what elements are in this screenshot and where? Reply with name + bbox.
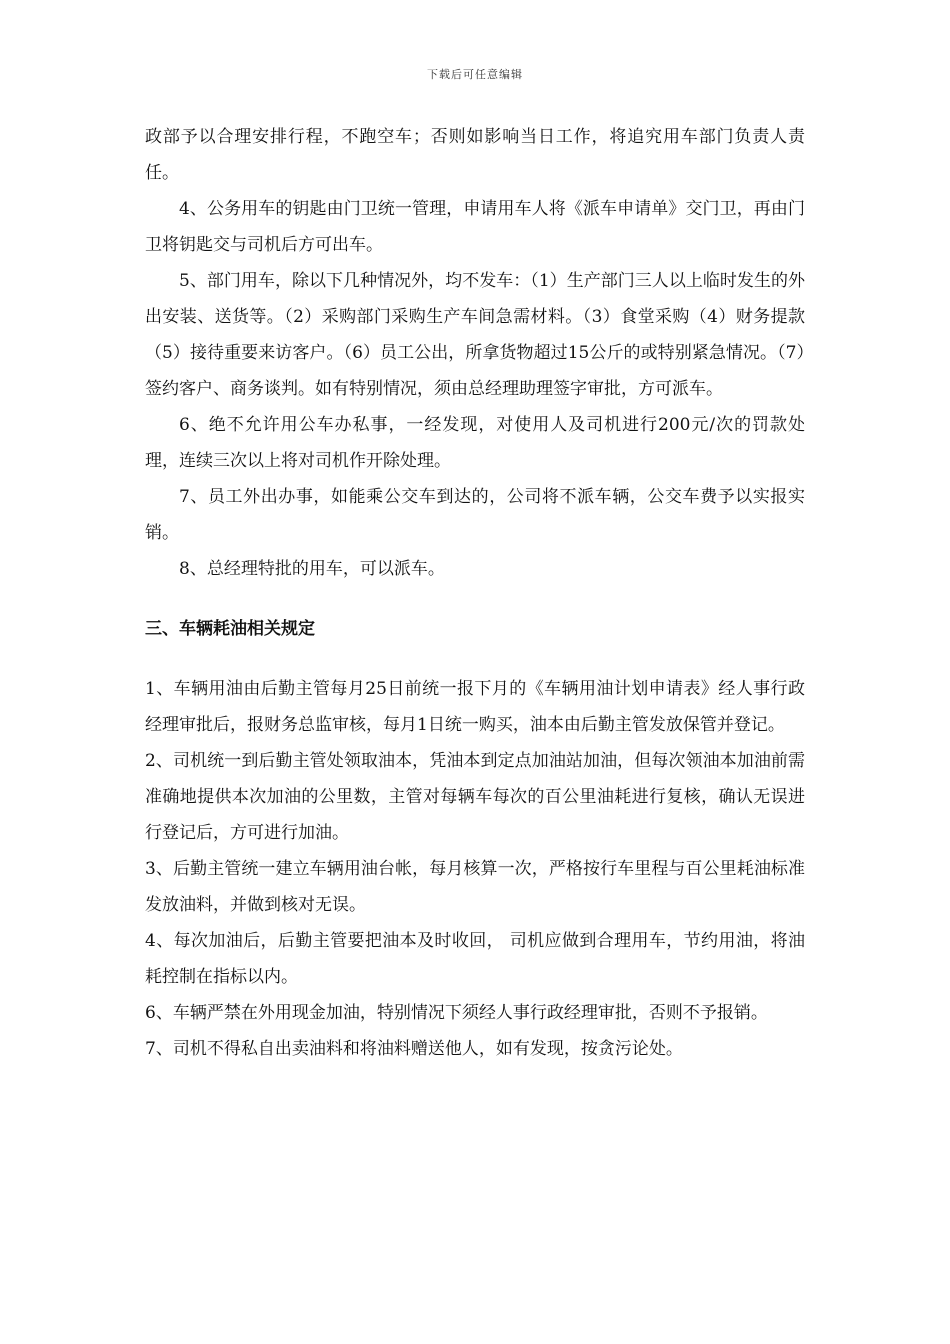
fuel-rule-1: 1、车辆用油由后勤主管每月25日前统一报下月的《车辆用油计划申请表》经人事行政经理审批后，报财务总监审核，每月1日统一购买，油本由后勤主管发放保管并登记。 [145,679,805,735]
paragraph-rule-6: 6、绝不允许用公车办私事，一经发现，对使用人及司机进行200元/次的罚款处理，连续三次以上将对司机作开除处理。 [145,415,805,471]
section-title-fuel: 三、车辆耗油相关规定 [145,619,315,639]
fuel-rule-3: 3、后勤主管统一建立车辆用油台帐，每月核算一次，严格按行车里程与百公里耗油标准发放油料，并做到核对无误。 [145,859,805,915]
fuel-rule-4: 4、每次加油后，后勤主管要把油本及时收回， 司机应做到合理用车，节约用油，将油耗控制在指标以内。 [145,931,805,987]
download-note: 下载后可任意编辑 [427,68,523,81]
paragraph-rule-8: 8、总经理特批的用车，可以派车。 [179,559,445,579]
paragraph-continuation: 政部予以合理安排行程，不跑空车；否则如影响当日工作，将追究用车部门负责人责任。 [145,127,805,183]
paragraph-rule-4: 4、公务用车的钥匙由门卫统一管理，申请用车人将《派车申请单》交门卫，再由门卫将钥匙交与司机后方可出车。 [145,199,805,255]
fuel-rule-2: 2、司机统一到后勤主管处领取油本，凭油本到定点加油站加油，但每次领油本加油前需准确地提供本次加油的公里数，主管对每辆车每次的百公里油耗进行复核，确认无误进行登记后，方可进行加油。 [145,751,805,843]
paragraph-rule-5: 5、部门用车，除以下几种情况外，均不发车：（1）生产部门三人以上临时发生的外出安装、送货等。（2）采购部门采购生产车间急需材料。（3）食堂采购（4）财务提款（5）接待重要来访客户。（6）员工公出，所拿货物超过15公斤的或特别紧急情况。（7）签约客户、商务谈判。如有特别情况，须由总经理助理签字审批，方可派车。 [145,271,805,399]
document-body [145,119,805,1067]
fuel-rule-6: 6、车辆严禁在外用现金加油，特别情况下须经人事行政经理审批，否则不予报销。 [145,1003,768,1023]
fuel-rule-7: 7、司机不得私自出卖油料和将油料赠送他人，如有发现，按贪污论处。 [145,1039,683,1059]
paragraph-rule-7: 7、员工外出办事，如能乘公交车到达的，公司将不派车辆，公交车费予以实报实销。 [145,487,805,543]
